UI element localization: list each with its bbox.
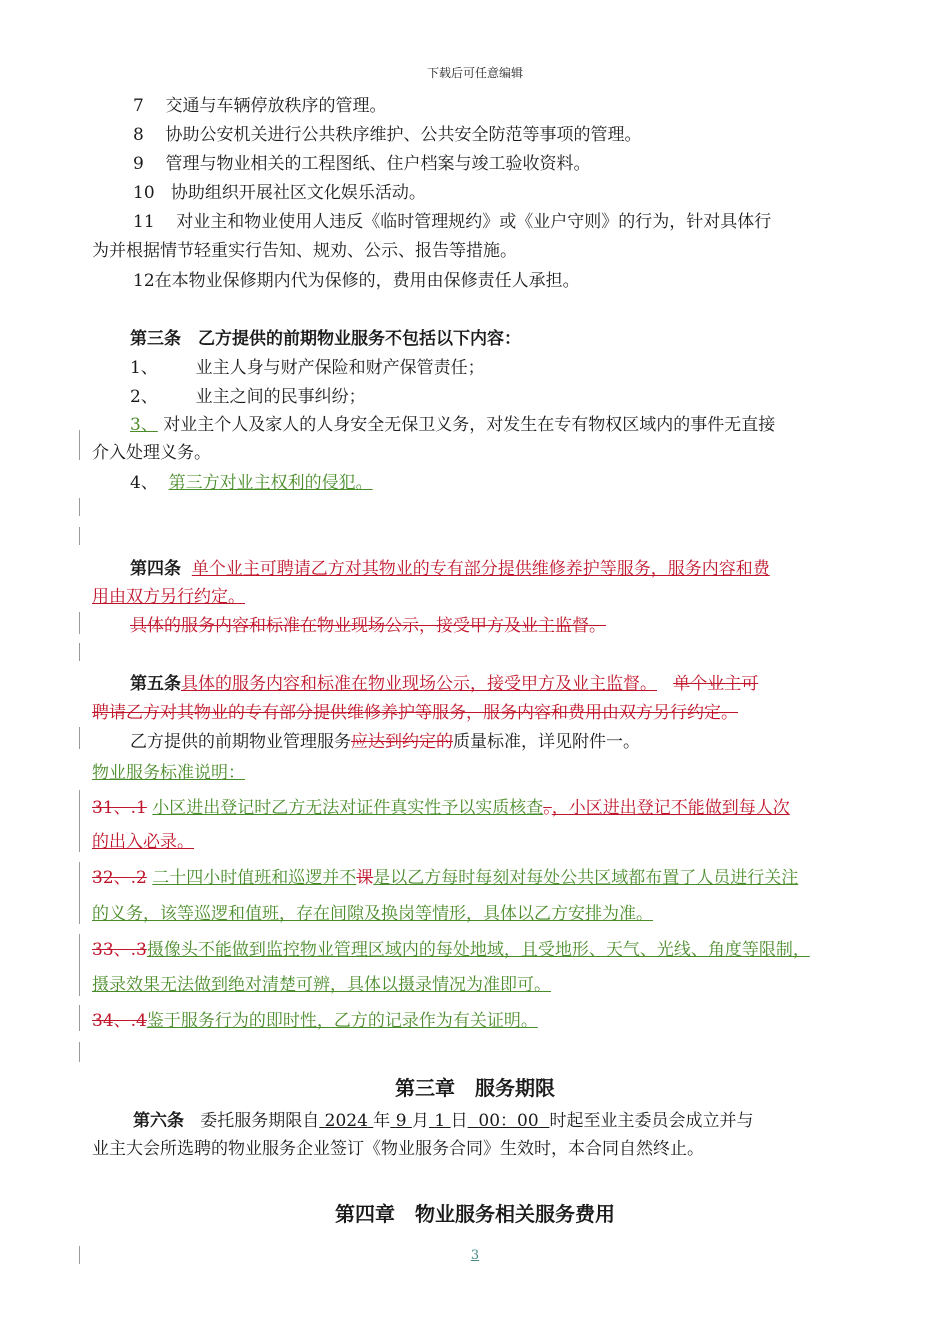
- article-3-line-2: 2、 业主之间的民事纠纷；: [130, 387, 366, 407]
- page-header: 下载后可任意编辑: [426, 66, 523, 80]
- list-item-continuation: 为并根据情节轻重实行告知、规劝、公示、报告等措施。: [92, 241, 517, 261]
- standard-item-1: 31、.1 小区进出登记时乙方无法对证件真实性予以实质核查。，小区进出登记不能做到每人次: [92, 798, 790, 818]
- article-3-line-3-continuation: 介入处理义务。: [92, 443, 211, 463]
- standard-item-4: 34、.4鉴于服务行为的即时性，乙方的记录作为有关证明。: [92, 1011, 538, 1031]
- change-bar: [79, 862, 80, 924]
- standards-title: 物业服务标准说明：: [92, 763, 245, 783]
- article-6: 第六条 委托服务期限自 2024 年 9 月 1 日 00：00 时起至业主委员会成立并与: [133, 1111, 754, 1131]
- page-number: 3: [470, 1248, 480, 1263]
- standard-item-3-continuation: 摄录效果无法做到绝对清楚可辨，具体以摄录情况为准即可。: [92, 975, 551, 995]
- list-item: 10 协助组织开展社区文化娱乐活动。: [133, 183, 426, 203]
- article-4-deleted: 具体的服务内容和标准在物业现场公示，接受甲方及业主监督。: [130, 616, 606, 636]
- article-5-quality: 乙方提供的前期物业管理服务应达到约定的质量标准，详见附件一。: [130, 732, 640, 752]
- list-item: 12在本物业保修期内代为保修的，费用由保修责任人承担。: [133, 271, 580, 291]
- article-3-line-1: 1、 业主人身与财产保险和财产保管责任；: [130, 358, 485, 378]
- standard-item-3: 33、.3摄像头不能做到监控物业管理区域内的每处地域，且受地形、天气、光线、角度等限制，: [92, 940, 810, 960]
- article-3-title: 第三条 乙方提供的前期物业服务不包括以下内容：: [130, 329, 521, 349]
- change-bar: [79, 643, 80, 661]
- article-3-line-4: 4、 第三方对业主权利的侵犯。: [130, 473, 373, 493]
- list-item: 9 管理与物业相关的工程图纸、住户档案与竣工验收资料。: [133, 154, 591, 174]
- change-bar: [79, 727, 80, 749]
- change-bar: [79, 1042, 80, 1062]
- article-5-continuation: 聘请乙方对其物业的专有部分提供维修养护等服务，服务内容和费用由双方另行约定。: [92, 703, 738, 723]
- standard-item-2-continuation: 的义务，该等巡逻和值班，存在间隙及换岗等情形，具体以乙方安排为准。: [92, 904, 653, 924]
- change-bar: [79, 430, 80, 460]
- standard-item-1-continuation: 的出入必录。: [92, 832, 194, 852]
- change-bar: [79, 790, 80, 852]
- article-6-continuation: 业主大会所选聘的物业服务企业签订《物业服务合同》生效时，本合同自然终止。: [92, 1139, 704, 1159]
- change-bar: [79, 1005, 80, 1031]
- change-bar: [79, 612, 80, 634]
- change-bar: [79, 498, 80, 516]
- article-5: 第五条具体的服务内容和标准在物业现场公示，接受甲方及业主监督。 单个业主可: [130, 674, 759, 694]
- article-3-line-3: 3、 对业主个人及家人的人身安全无保卫义务，对发生在专有物权区域内的事件无直接: [130, 415, 776, 435]
- article-4: 第四条 单个业主可聘请乙方对其物业的专有部分提供维修养护等服务，服务内容和费: [130, 559, 770, 579]
- list-item: 11 对业主和物业使用人违反《临时管理规约》或《业户守则》的行为，针对具体行: [133, 212, 772, 232]
- list-item: 8 协助公安机关进行公共秩序维护、公共安全防范等事项的管理。: [133, 125, 642, 145]
- change-bar: [79, 934, 80, 996]
- chapter-4-title: 第四章 物业服务相关服务费用: [335, 1202, 615, 1226]
- list-item: 7 交通与车辆停放秩序的管理。: [133, 96, 387, 116]
- change-bar: [79, 527, 80, 545]
- chapter-3-title: 第三章 服务期限: [395, 1076, 555, 1100]
- standard-item-2: 32、.2 二十四小时值班和巡逻并不课是以乙方每时每刻对每处公共区域都布置了人员进行关注: [92, 868, 799, 888]
- article-4-continuation: 用由双方另行约定。: [92, 587, 245, 607]
